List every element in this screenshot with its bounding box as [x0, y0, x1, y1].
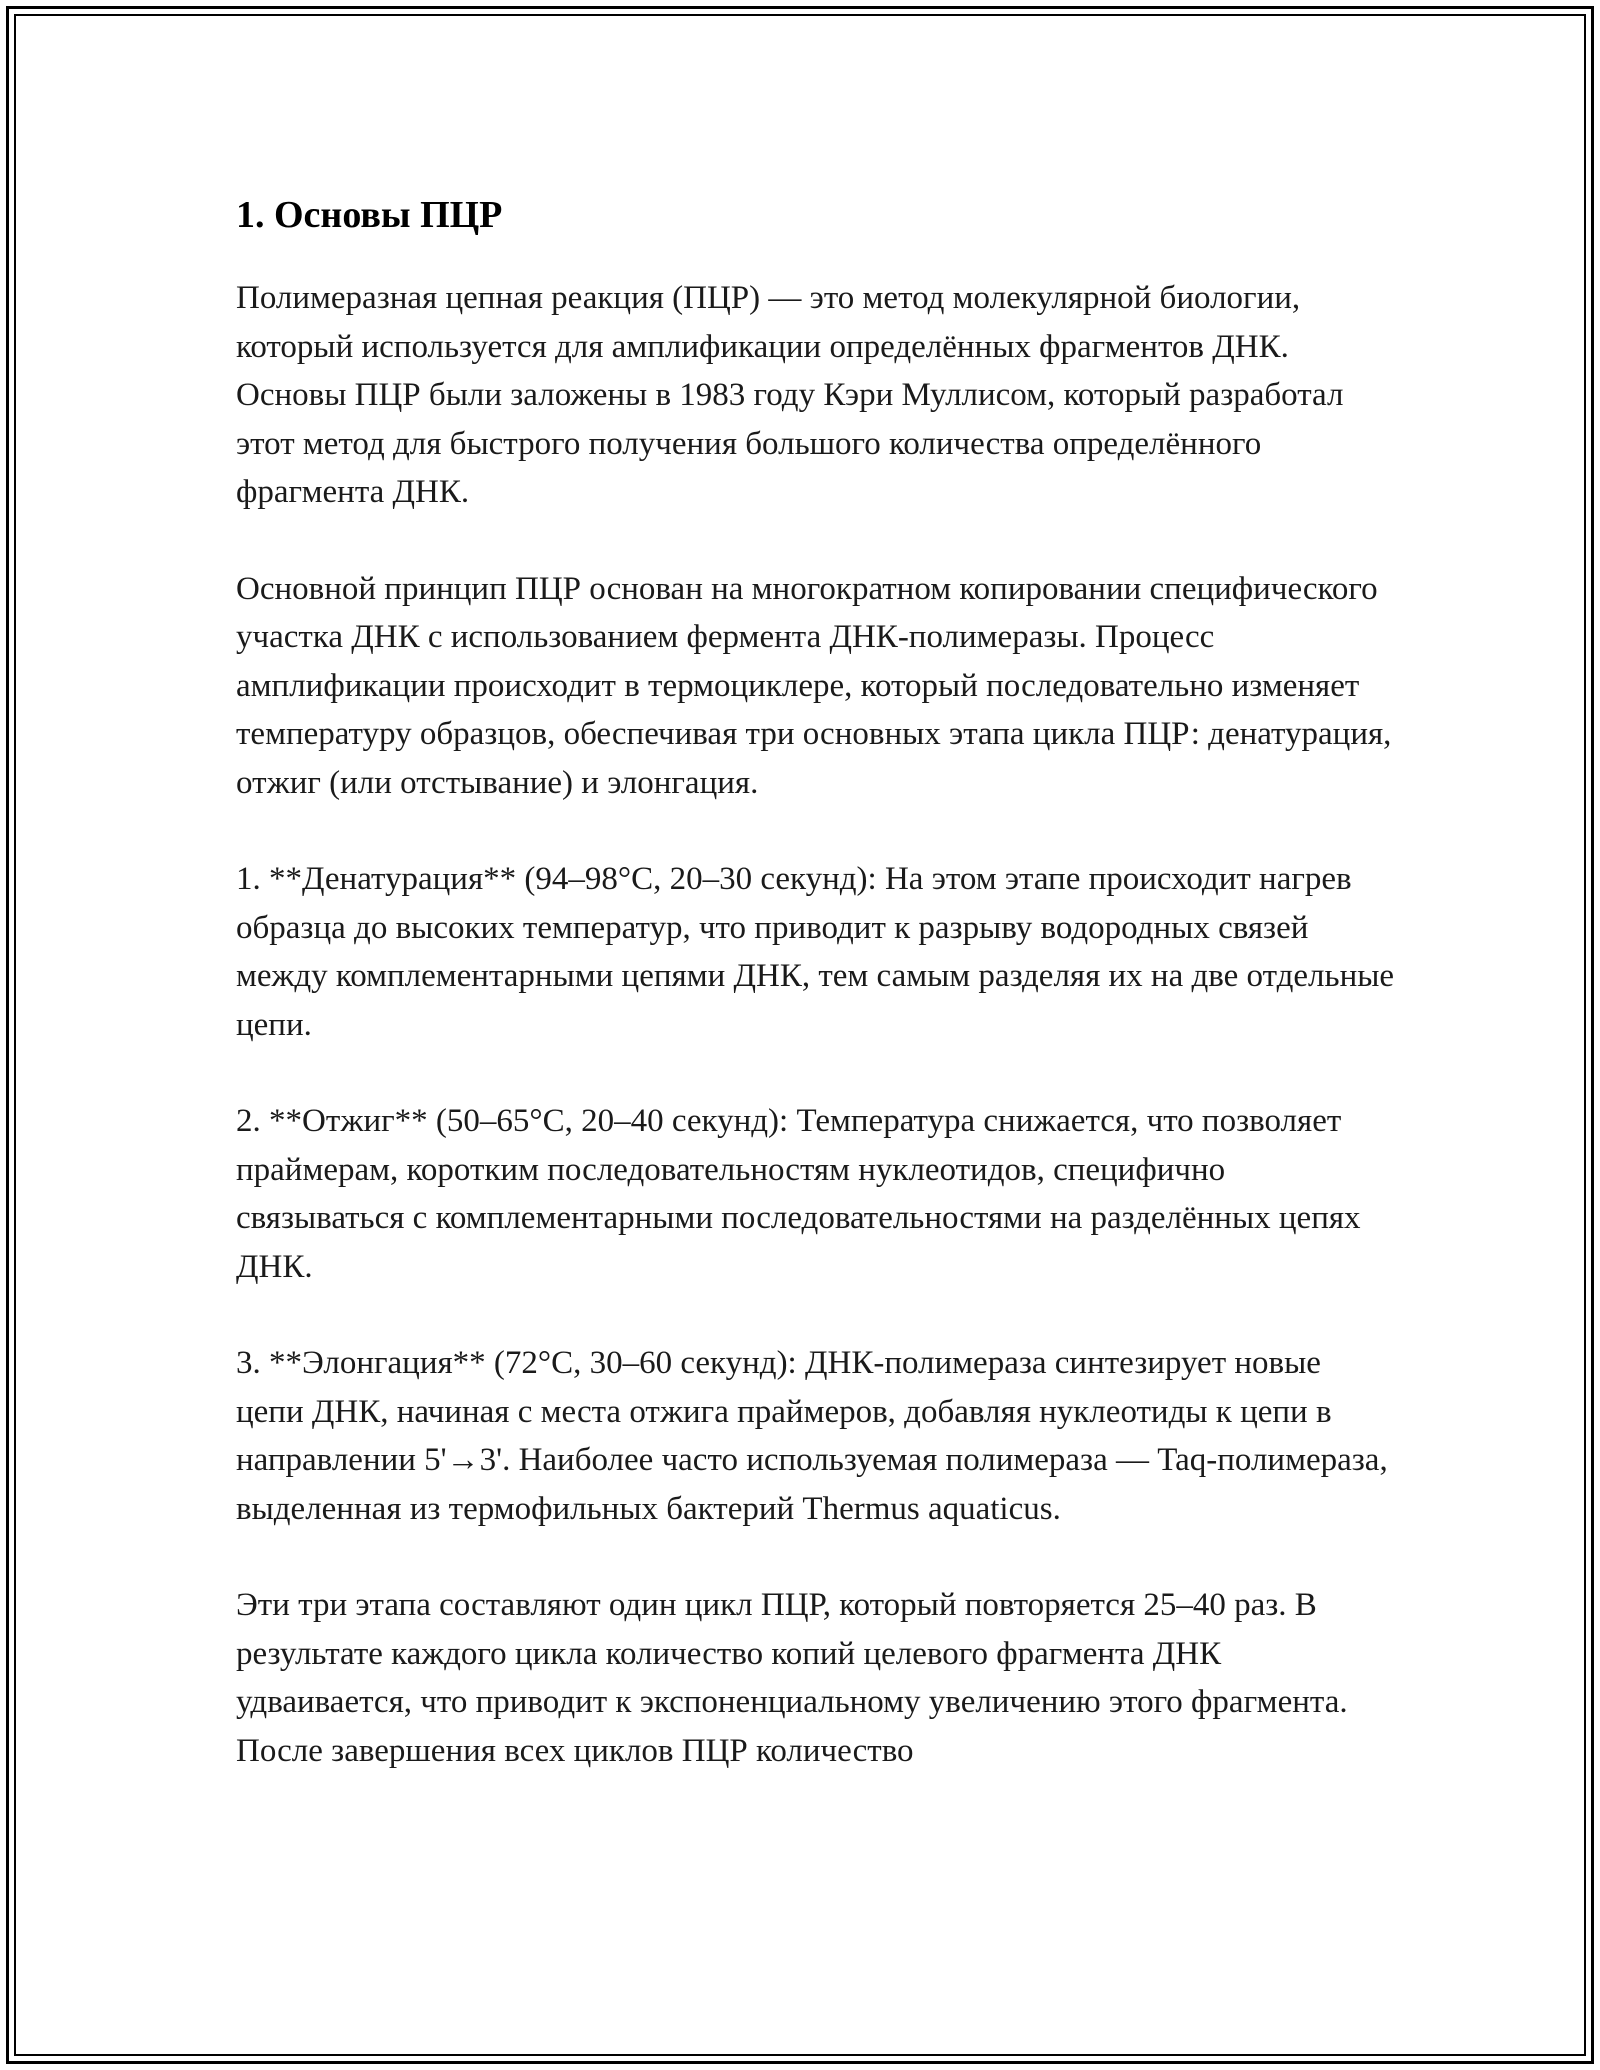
paragraph-elongation: 3. **Элонгация** (72°C, 30–60 секунд): ДНК-полимераза синтезирует новые цепи ДНК, начиная с места отжига праймеров, добавляя нуклеотиды к цепи в направлении 5'→3'. Наиболее часто используемая полимераза — Taq-полимераза, выделенная из термофильных бактерий Thermus aquaticus. — [236, 1345, 1388, 1527]
paragraph-intro: Полимеразная цепная реакция (ПЦР) — это метод молекулярной биологии, который используется для амплификации определённых фрагментов ДНК. Основы ПЦР были заложены в 1983 году Кэри Муллисом, который разработал этот метод для быстрого получения большого количества определённого фрагмента ДНК. — [236, 280, 1344, 510]
document-body — [236, 186, 1396, 1823]
paragraph-annealing: 2. **Отжиг** (50–65°C, 20–40 секунд): Температура снижается, что позволяет праймерам, коротким последовательностям нуклеотидов, специфично связываться с комплементарными последовательностями на разделённых цепях ДНК. — [236, 1103, 1361, 1285]
paragraph-denaturation: 1. **Денатурация** (94–98°C, 20–30 секунд): На этом этапе происходит нагрев образца до высоких температур, что приводит к разрыву водородных связей между комплементарными цепями ДНК, тем самым разделяя их на две отдельные цепи. — [236, 861, 1395, 1043]
section-heading: 1. Основы ПЦР — [236, 194, 503, 236]
paragraph-principle: Основной принцип ПЦР основан на многократном копировании специфического участка ДНК с использованием фермента ДНК-полимеразы. Процесс амплификации происходит в термоциклере, который последовательно изменяет температуру образцов, обеспечивая три основных этапа цикла ПЦР: денатурация, отжиг (или отстывание) и элонгация. — [236, 570, 1392, 801]
paragraph-cycles: Эти три этапа составляют один цикл ПЦР, который повторяется 25–40 раз. В результате каждого цикла количество копий целевого фрагмента ДНК удваивается, что приводит к экспоненциальному увеличению этого фрагмента. После завершения всех циклов ПЦР количество — [236, 1587, 1348, 1769]
